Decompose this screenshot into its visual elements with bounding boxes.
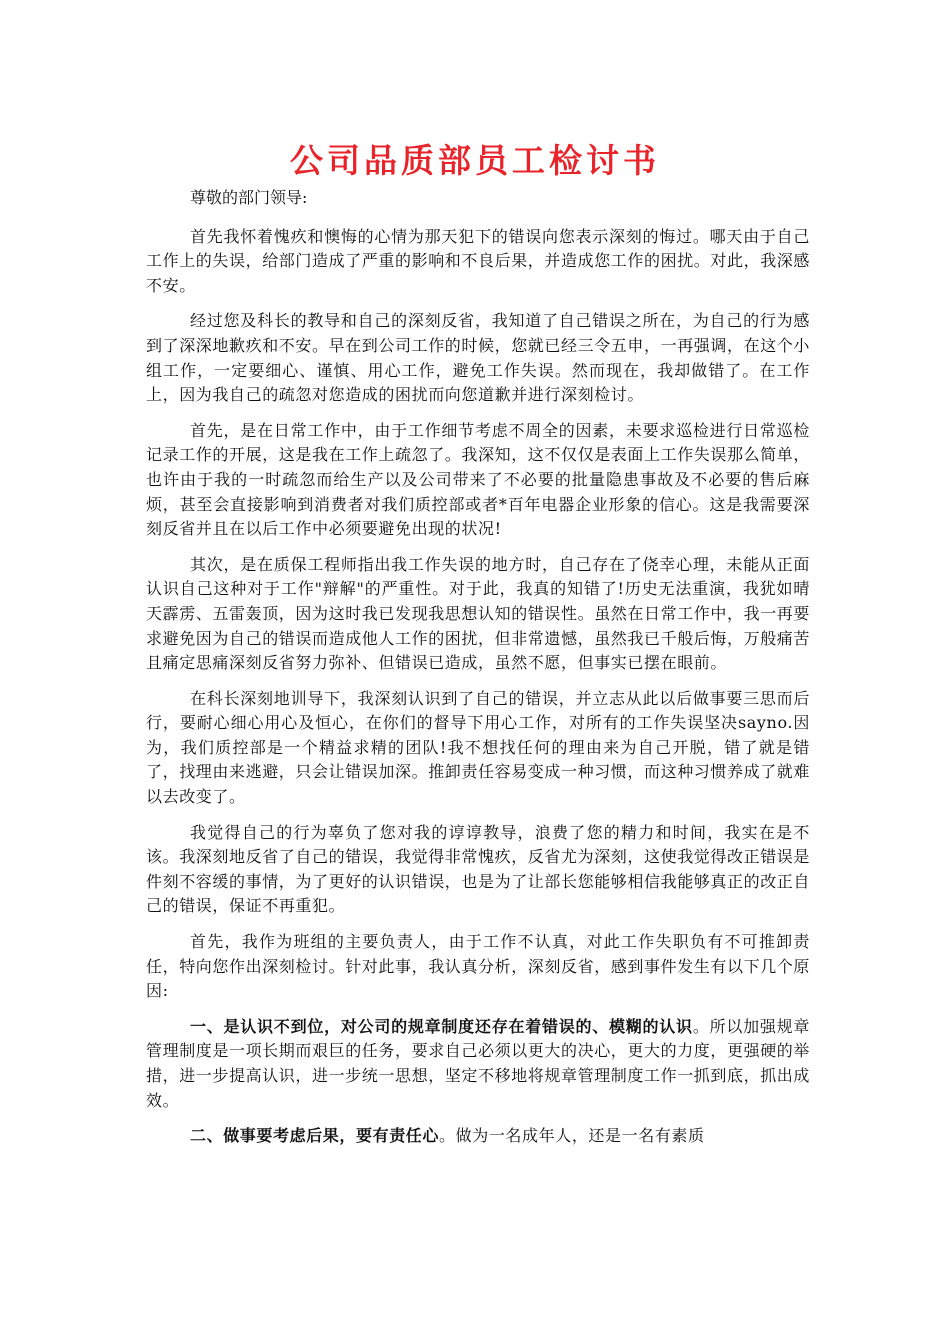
- paragraph-7: 首先，我作为班组的主要负责人，由于工作不认真，对此工作失职负有不可推卸责任，特向您作出深刻检讨。针对此事，我认真分析，深刻反省，感到事件发生有以下几个原因:: [146, 932, 811, 1001]
- paragraph-9-heading: 二、做事要考虑后果，要有责任心: [190, 1126, 440, 1146]
- paragraph-4: 其次，是在质保工程师指出我工作失误的地方时，自己存在了侥幸心理，未能从正面认识自己这种对于工作"辩解"的严重性。对于此，我真的知错了!历史无法重演，我犹如晴天霹雳、五雷轰顶，因为这时我已发现我思想认知的错误性。虽然在日常工作中，我一再要求避免因为自己的错误而造成他人工作的困扰，但非常遗憾，虽然我已千般后悔，万般痛苦且痛定思痛深刻反省努力弥补、但错误已造成，虽然不愿，但事实已摆在眼前。: [146, 554, 811, 673]
- salutation: 尊敬的部门领导:: [190, 188, 308, 207]
- paragraph-8: 一、是认识不到位，对公司的规章制度还存在着错误的、模糊的认识。所以加强规章管理制度是一项长期而艰巨的任务，要求自己必须以更大的决心，更大的力度，更强硬的举措，进一步提高认识，进一步统一思想，坚定不移地将规章管理制度工作一抓到底，抓出成效。: [146, 1016, 811, 1110]
- paragraph-9: 二、做事要考虑后果，要有责任心。做为一名成年人，还是一名有素质: [190, 1126, 705, 1146]
- paragraph-3: 首先，是在日常工作中，由于工作细节考虑不周全的因素，未要求巡检进行日常巡检记录工作的开展，这是我在工作上疏忽了。我深知，这不仅仅是表面上工作失误那么简单，也许由于我的一时疏忽而给生产以及公司带来了不必要的批量隐患事故及不必要的售后麻烦，甚至会直接影响到消费者对我们质控部或者*百年电器企业形象的信心。这是我需要深刻反省并且在以后工作中必须要避免出现的状况!: [146, 420, 811, 539]
- paragraph-6: 我觉得自己的行为辜负了您对我的谆谆教导，浪费了您的精力和时间，我实在是不该。我深刻地反省了自己的错误，我觉得非常愧疚，反省尤为深刻，这使我觉得改正错误是件刻不容缓的事情，为了更好的认识错误，也是为了让部长您能够相信我能够真正的改正自己的错误，保证不再重犯。: [146, 822, 811, 916]
- paragraph-8-heading: 一、是认识不到位，对公司的规章制度还存在着错误的、模糊的认识: [190, 1016, 693, 1036]
- paragraph-1: 首先我怀着愧疚和懊悔的心情为那天犯下的错误向您表示深刻的悔过。哪天由于自己工作上的失误，给部门造成了严重的影响和不良后果，并造成您工作的困扰。对此，我深感不安。: [146, 226, 811, 295]
- document-title: 公司品质部员工检讨书: [290, 141, 660, 180]
- document-body: [146, 186, 810, 1160]
- paragraph-2: 经过您及科长的教导和自己的深刻反省，我知道了自己错误之所在，为自己的行为感到了深深地歉疚和不安。早在到公司工作的时候，您就已经三令五申，一再强调，在这个小组工作，一定要细心、谨慎、用心工作，避免工作失误。然而现在，我却做错了。在工作上，因为我自己的疏忽对您造成的困扰而向您道歉并进行深刻检讨。: [146, 311, 811, 405]
- paragraph-5: 在科长深刻地训导下，我深刻认识到了自己的错误，并立志从此以后做事要三思而后行，要耐心细心用心及恒心，在你们的督导下用心工作，对所有的工作失误坚决sayno.因为，我们质控部是一个精益求精的团队!我不想找任何的理由来为自己开脱，错了就是错了，找理由来逃避，只会让错误加深。推卸责任容易变成一种习惯，而这种习惯养成了就难以去改变了。: [146, 688, 811, 807]
